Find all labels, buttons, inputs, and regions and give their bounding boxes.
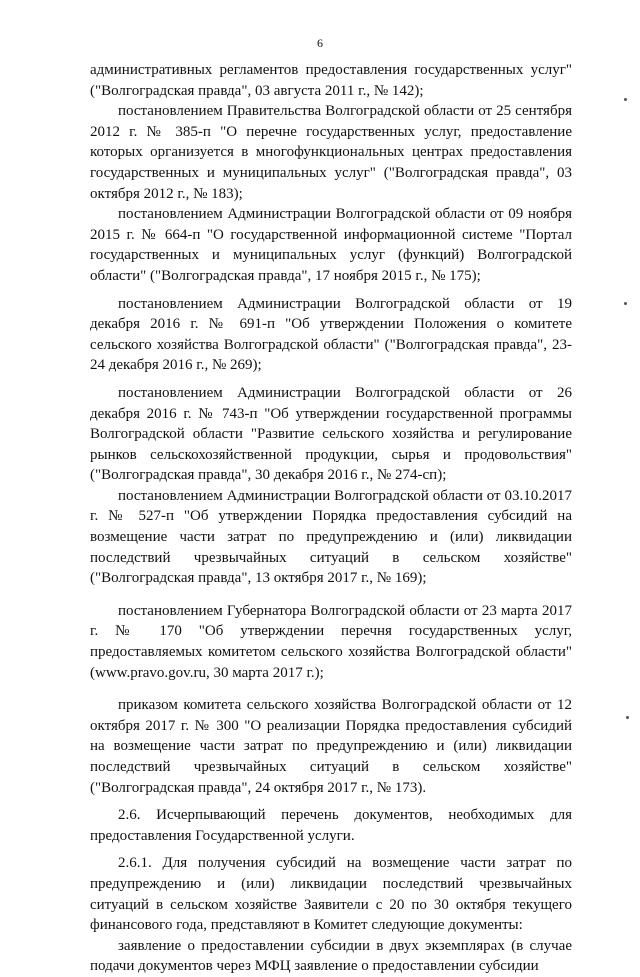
scan-margin-dot xyxy=(626,716,629,719)
scan-margin-dot xyxy=(624,98,627,101)
paragraph-decree-691: постановлением Администрации Волгоградской области от 19 декабря 2016 г. № 691-п "Об утверждении Положения о комитете сельского хозяйства Волгоградской области" ("Волгоградская правда", 23-24 декабря 2016 г., № 269); xyxy=(90,295,572,374)
paragraph-decree-664: постановлением Администрации Волгоградской области от 09 ноября 2015 г. № 664-п "О государственной информационной системе "Портал государственных и муниципальных услуг (функций) Волгоградской области" ("Волгоградская правда", 17 ноября 2015 г., № 175); xyxy=(90,206,572,284)
paragraph-decree-385: постановлением Правительства Волгоградской области от 25 сентября 2012 г. № 385-п "О перечне государственных услуг, предоставление которых организуется в многофункциональных центрах предоставления государственных и муниципальных услуг" ("Волгоградская правда", 03 октября 2012 г., № 183); xyxy=(90,103,572,202)
paragraph-order-300: приказом комитета сельского хозяйства Волгоградской области от 12 октября 2017 г. № 300 "О реализации Порядка предоставления субсидий на возмещение части затрат по предупреждению и (или) ликвидации последствий чрезвычайных ситуаций в сельском хозяйстве" ("Волгоградская правда", 24 октября 2017 г., № 173). xyxy=(90,697,572,796)
page-number: 6 xyxy=(317,36,323,50)
paragraph-section-2-6: 2.6. Исчерпывающий перечень документов, необходимых для предоставления Государственной услуги. xyxy=(90,807,572,844)
paragraph-governor-decree-170: постановлением Губернатора Волгоградской области от 23 марта 2017 г. № 170 "Об утверждении перечня государственных услуг, предоставляемых комитетом сельского хозяйства Волгоградской области" (www.pravo.gov.ru, 30 марта 2017 г.); xyxy=(90,602,572,681)
paragraph-section-2-6-1: 2.6.1. Для получения субсидий на возмещение части затрат по предупреждению и (или) ликвидации последствий чрезвычайных ситуаций в сельском хозяйстве Заявители с 20 по 30 октября текущего финансового года, представляют в Комитет следующие документы: xyxy=(90,855,572,934)
document-body xyxy=(90,60,572,977)
paragraph-decree-743: постановлением Администрации Волгоградской области от 26 декабря 2016 г. № 743-п "Об утверждении государственной программы Волгоградской области "Развитие сельского хозяйства и регулирование рынков сельскохозяйственной продукции, сырья и продовольствия" ("Волгоградская правда", 30 декабря 2016 г., № 274-сп); xyxy=(90,384,572,484)
scan-margin-dot xyxy=(624,302,627,305)
paragraph-decree-527: постановлением Администрации Волгоградской области от 03.10.2017 г. № 527-п "Об утверждении Порядка предоставления субсидий на возмещение части затрат по предупреждению и (или) ликвидации последствий чрезвычайных ситуаций в сельском хозяйстве" ("Волгоградская правда", 13 октября 2017 г., № 169); xyxy=(90,487,572,587)
paragraph-application-statement: заявление о предоставлении субсидии в двух экземплярах (в случае подачи документов через МФЦ заявление о предоставлении субсидии xyxy=(90,937,572,975)
paragraph-intro-regulations: административных регламентов предоставления государственных услуг" ("Волгоградская правда", 03 августа 2011 г., № 142); xyxy=(90,62,572,99)
